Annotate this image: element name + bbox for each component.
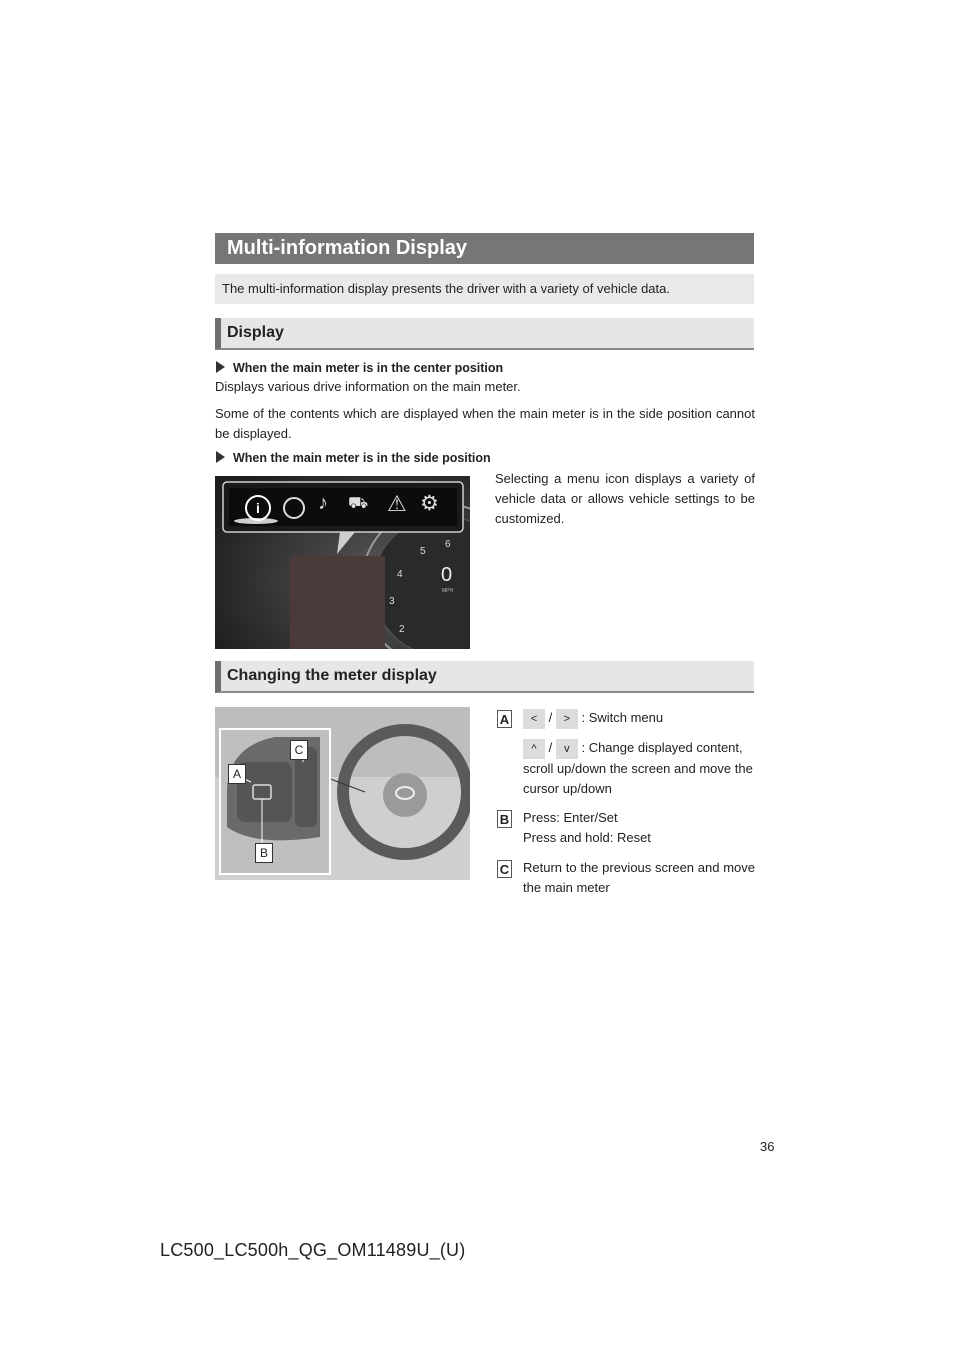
speed-value: 0 [441, 564, 453, 586]
document-code: LC500_LC500h_QG_OM11489U_(U) [160, 1240, 466, 1260]
center-paragraph-1: Displays various drive information on the main meter. [215, 379, 521, 394]
gauge-number: 6 [445, 539, 451, 550]
chevron-down-icon: v [556, 739, 578, 759]
chevron-up-icon: ^ [523, 739, 545, 759]
side-description: Selecting a menu icon displays a variety of vehicle data or allows vehicle settings to be customized. [495, 471, 755, 526]
item-a-line-2: ^ / v : Change displayed content, scroll up/down the screen and move the cursor up/down [523, 740, 753, 796]
center-paragraph-2: Some of the contents which are displayed when the main meter is in the side position cannot be displayed. [215, 406, 755, 441]
driving-assist-icon: ⛟ [348, 495, 369, 512]
gauge-number: 2 [399, 624, 405, 635]
gauge-number: 5 [420, 546, 426, 557]
section-heading-changing: Changing the meter display [215, 661, 754, 693]
callout-c: C [290, 740, 308, 760]
music-icon: ♪ [318, 492, 328, 514]
subheading-side: When the main meter is in the side position [216, 451, 491, 465]
chevron-right-icon: > [556, 709, 578, 729]
steering-illustration-svg [215, 707, 470, 880]
item-label-a: A [497, 710, 512, 728]
page-number: 36 [760, 1139, 775, 1154]
page-title: Multi-information Display [215, 233, 754, 264]
item-b-line-1: Press: Enter/Set [523, 810, 618, 825]
steering-switch-illustration [215, 707, 470, 880]
section-heading-display: Display [215, 318, 754, 350]
chevron-left-icon: < [523, 709, 545, 729]
callout-a: A [228, 764, 246, 784]
meter-display-illustration [215, 476, 470, 649]
item-a-line-1: < / > : Switch menu [523, 708, 755, 729]
intro-text: The multi-information display presents the driver with a variety of vehicle data. [215, 274, 754, 304]
speed-unit: MPH [442, 588, 454, 594]
settings-icon: ⚙ [420, 492, 439, 515]
info-icon: i [245, 495, 271, 521]
callout-b: B [255, 843, 273, 863]
item-label-b: B [497, 810, 512, 828]
triangle-bullet-icon [216, 361, 225, 373]
warning-icon: ⚠ [387, 491, 407, 516]
item-b-line-2: Press and hold: Reset [523, 830, 651, 845]
item-c-text: Return to the previous screen and move the main meter [523, 860, 755, 895]
item-label-c: C [497, 860, 512, 878]
gauge-number: 3 [389, 596, 395, 607]
gauge-number: 4 [397, 569, 403, 580]
triangle-bullet-icon [216, 451, 225, 463]
subheading-center: When the main meter is in the center position [216, 361, 503, 375]
eco-icon [283, 497, 305, 519]
